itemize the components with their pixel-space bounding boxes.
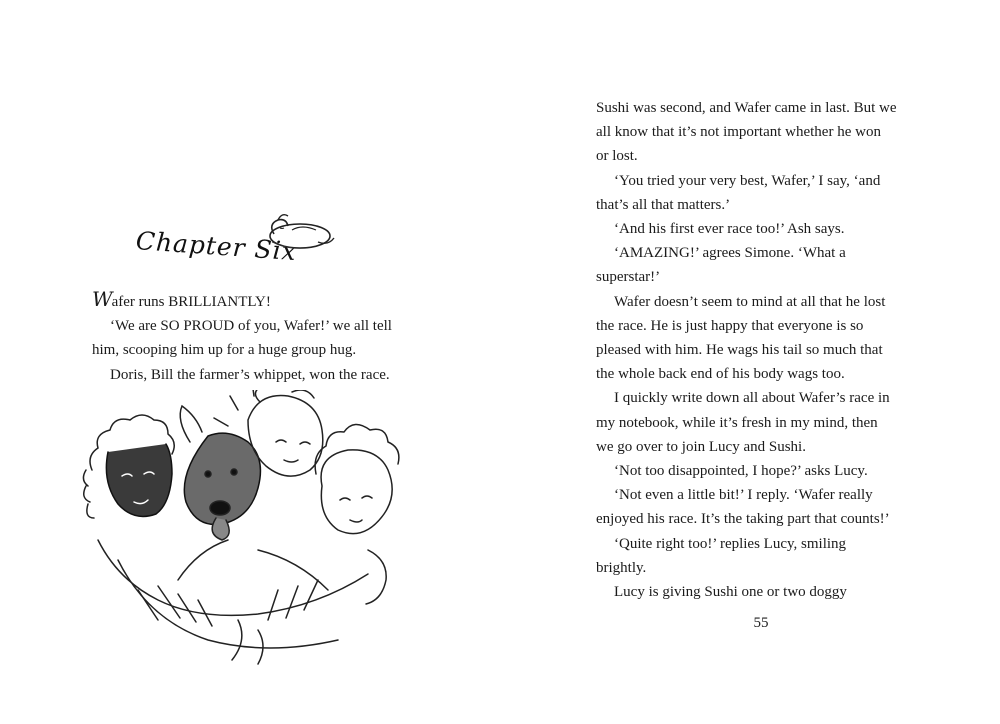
paragraph-line: ‘AMAZING!’ agrees Simone. ‘What a — [614, 245, 846, 262]
paragraph-line: afer runs BRILLIANTLY! — [111, 294, 271, 310]
paragraph-line: him, scooping him up for a huge group hug. — [92, 342, 357, 359]
paragraph-line: ‘We are SO PROUD of you, Wafer!’ we all tell — [110, 318, 392, 335]
paragraph-line: all know that it’s not important whether he won — [596, 124, 881, 141]
paragraph-line: pleased with him. He wags his tail so much that — [596, 342, 883, 359]
left-page-body — [92, 287, 422, 387]
paragraph-line: ‘And his first ever race too!’ Ash says. — [614, 221, 845, 238]
paragraph-line: or lost. — [596, 148, 638, 165]
paragraph-line: ‘Quite right too!’ replies Lucy, smiling — [614, 535, 847, 552]
page-number: 55 — [753, 615, 769, 631]
paragraph-line: that’s all that matters.’ — [596, 196, 731, 213]
paragraph-line: the whole back end of his body wags too. — [596, 366, 845, 383]
paragraph-line: ‘Not too disappointed, I hope?’ asks Lucy. — [614, 463, 868, 480]
paragraph-line: the race. He is just happy that everyone is so — [596, 317, 864, 334]
paragraph-line: my notebook, while it’s fresh in my mind, then — [596, 414, 878, 431]
sleeping-dog-icon — [258, 208, 338, 252]
paragraph-line: enjoyed his race. It’s the taking part that counts!’ — [596, 511, 890, 528]
chapter-title: Chapter Six — [134, 226, 298, 267]
drop-letter: W — [92, 287, 112, 311]
paragraph-line: Wafer doesn’t seem to mind at all that he lost — [614, 293, 886, 310]
paragraph-line: ‘You tried your very best, Wafer,’ I say, ‘and — [614, 172, 881, 189]
paragraph-line: we go over to join Lucy and Sushi. — [596, 438, 806, 455]
paragraph-line: Sushi was second, and Wafer came in last. But we — [596, 100, 897, 116]
paragraph-line: superstar!’ — [596, 269, 661, 286]
right-page — [500, 0, 1000, 724]
paragraph-line: I quickly write down all about Wafer’s race in — [614, 390, 890, 407]
paragraph-line: Doris, Bill the farmer’s whippet, won the race. — [110, 366, 390, 383]
right-page-body — [596, 96, 926, 604]
paragraph-line: ‘Not even a little bit!’ I reply. ‘Wafer really — [614, 487, 873, 504]
paragraph-line: Lucy is giving Sushi one or two doggy — [614, 584, 847, 601]
children-hugging-dog-illustration — [78, 390, 423, 680]
paragraph-line: brightly. — [596, 559, 647, 576]
